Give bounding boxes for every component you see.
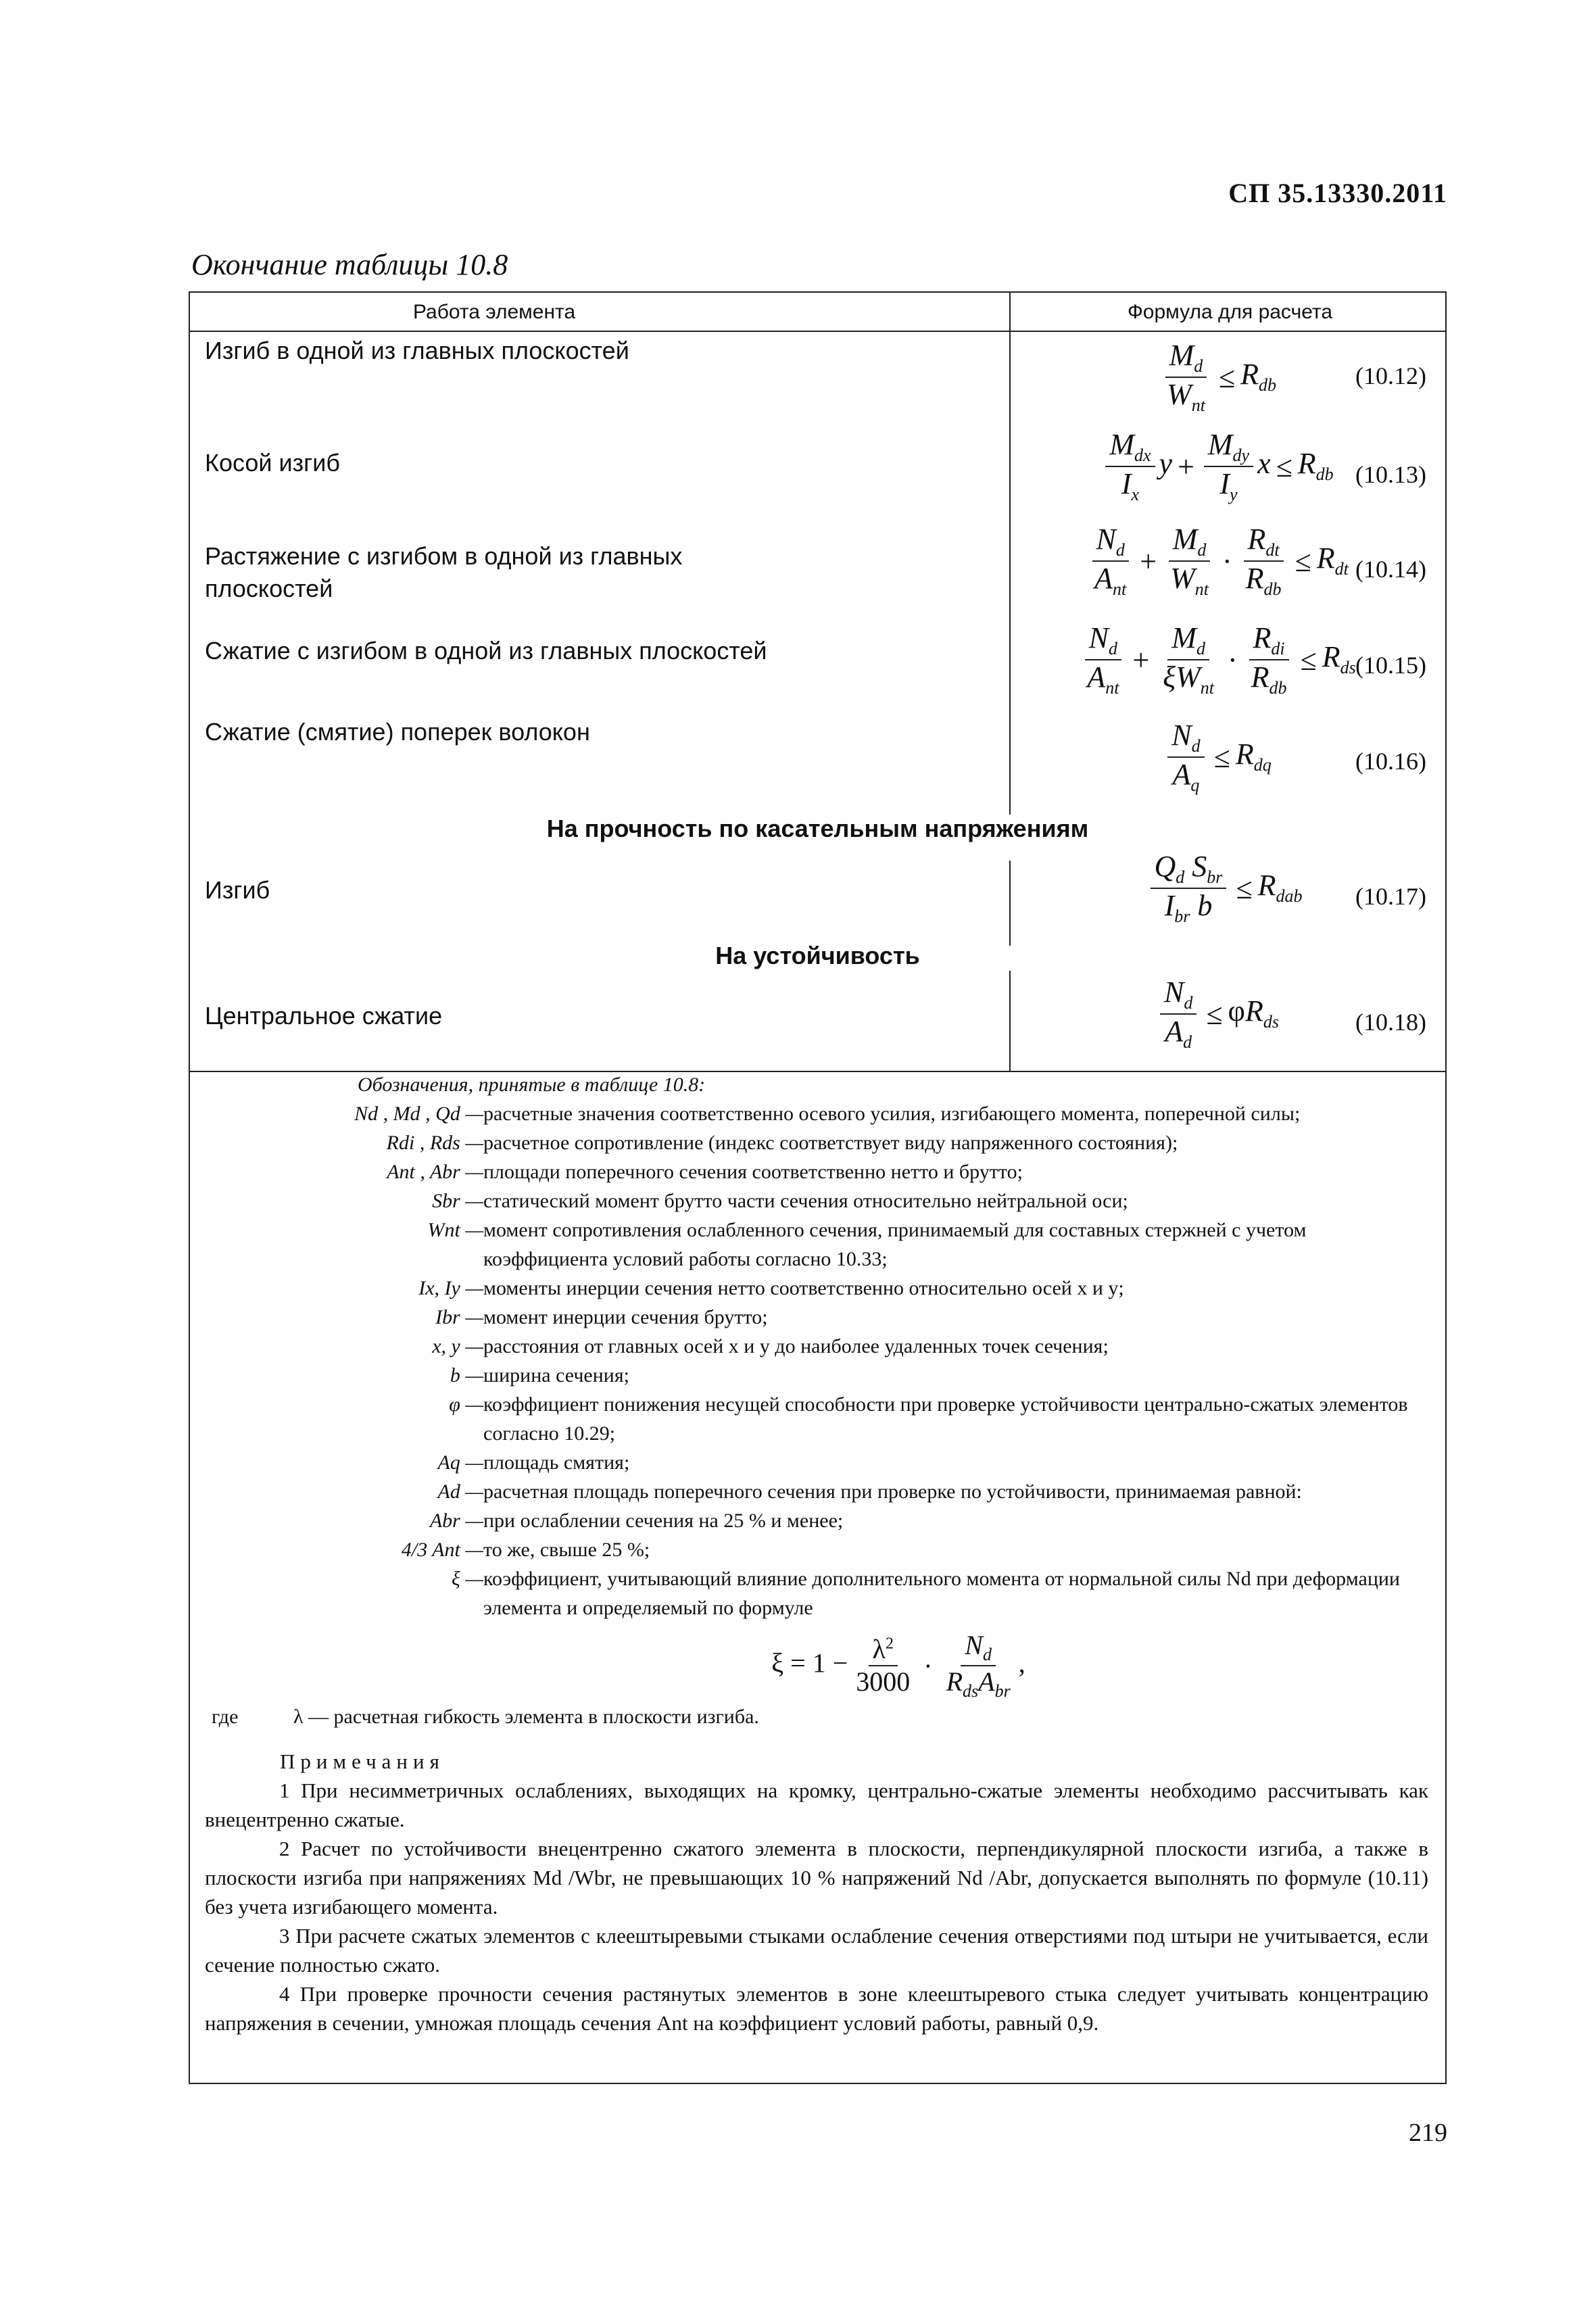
formula-number: (10.13)	[1355, 461, 1426, 488]
column-divider-middle	[1009, 861, 1011, 946]
formula-10-18: $\frac{N_d}{A_d}$ ≤ $\varphi R_{ds}$	[1048, 977, 1386, 1051]
document-code-header: СП 35.13330.2011	[1228, 178, 1447, 208]
formula-number: (10.16)	[1355, 748, 1426, 775]
section-title-stability: На устойчивость	[190, 942, 1445, 970]
formula-10-16: $\frac{N_d}{A_q}$ ≤ $R_{dq}$	[1048, 720, 1386, 794]
page-number: 219	[1409, 2119, 1447, 2147]
note-item: 3 При расчете сжатых элементов с клеештыревыми стыками ослабление сечения отверстиями под штыри не учитывается, если сечение полностью сжато.	[205, 1924, 1428, 1977]
section-title-shear-strength: На прочность по касательным напряжениям	[190, 815, 1445, 843]
row-label-compression-with-bending: Сжатие с изгибом в одной из главных плоскостей	[205, 637, 767, 665]
row-label-bearing-across-grain: Сжатие (смятие) поперек волокон	[205, 718, 590, 746]
formula-10-14: $\frac{N_d}{A_{nt}}$ + $\frac{M_d}{W_{nt}}$ · $\frac{R_{dt}}{R_{db}}$ ≤ $R_{dt}$	[1028, 524, 1407, 598]
legend-title: Обозначения, принятые в таблице 10.8:	[358, 1073, 706, 1096]
where-lambda: λ — расчетная гибкость элемента в плоскости изгиба.	[293, 1706, 759, 1728]
note-item: 4 При проверке прочности сечения растянутых элементов в зоне клеештыревого стыка следует учитывать концентрацию напряжения в сечении, умножая площадь сечения Ant на коэффициент условий работы, равный 0,9.	[205, 1982, 1428, 2035]
row-label-oblique-bending: Косой изгиб	[205, 449, 341, 477]
table-caption: Окончание таблицы 10.8	[191, 248, 508, 281]
row-label-bending-shear: Изгиб	[205, 876, 270, 904]
row-label-tension-with-bending: Растяжение с изгибом в одной из главных плоскостей	[205, 542, 683, 602]
column-header-formula: Формула для расчета	[1127, 301, 1333, 323]
note-item: 1 При несимметричных ослаблениях, выходящих на кромку, центрально-сжатые элементы необходимо рассчитывать как внецентренно сжатые.	[205, 1779, 1428, 1831]
formula-number: (10.12)	[1355, 362, 1426, 389]
formula-10-15: $\frac{N_d}{A_{nt}}$ + $\frac{M_d}{\xi W_{nt}}$ · $\frac{R_{di}}{R_{db}}$ ≤ $R_{ds}$	[1028, 623, 1407, 697]
formula-number: (10.14)	[1355, 556, 1426, 583]
column-header-element-work: Работа элемента	[413, 301, 576, 323]
formula-10-12: $\frac{M_d}{W_{nt}}$ ≤ $R_{db}$	[1048, 340, 1386, 414]
column-divider-top	[1009, 293, 1011, 830]
where-word: где	[212, 1706, 239, 1728]
note-item: 2 Расчет по устойчивости внецентренно сжатого элемента в плоскости, перпендикулярной плоскости изгиба, а также в плоскости изгиба при напряжениях Md /Wbr, не превышающих 10 % напряжений Nd /Abr, допускается выполнять по формуле (10.11) без учета изгибающего момента.	[205, 1837, 1428, 1919]
xi-formula: ξ = 1 − $\frac{\lambda^2}{3000}$ · $\frac{N_d}{R_{ds}A_{br}}$ ,	[771, 1630, 1025, 1702]
column-divider-bottom	[1009, 971, 1011, 1071]
notes-title: Примечания	[280, 1750, 445, 1773]
row-label-central-compression: Центральное сжатие	[205, 1002, 443, 1030]
formula-number: (10.17)	[1355, 883, 1426, 910]
formula-number: (10.15)	[1355, 652, 1426, 679]
row-label-bending: Изгиб в одной из главных плоскостей	[205, 337, 629, 364]
header-divider	[190, 331, 1445, 332]
formula-number: (10.18)	[1355, 1009, 1426, 1036]
formula-10-13: $\frac{M_{dx}}{I_x}$ y + $\frac{M_{dy}}{I_y}$ $x \le R_{db}$	[1028, 429, 1407, 504]
formula-10-17: $\frac{Q_d S_{br}}{I_{br} b}$ ≤ $R_{dab}$	[1048, 851, 1400, 925]
